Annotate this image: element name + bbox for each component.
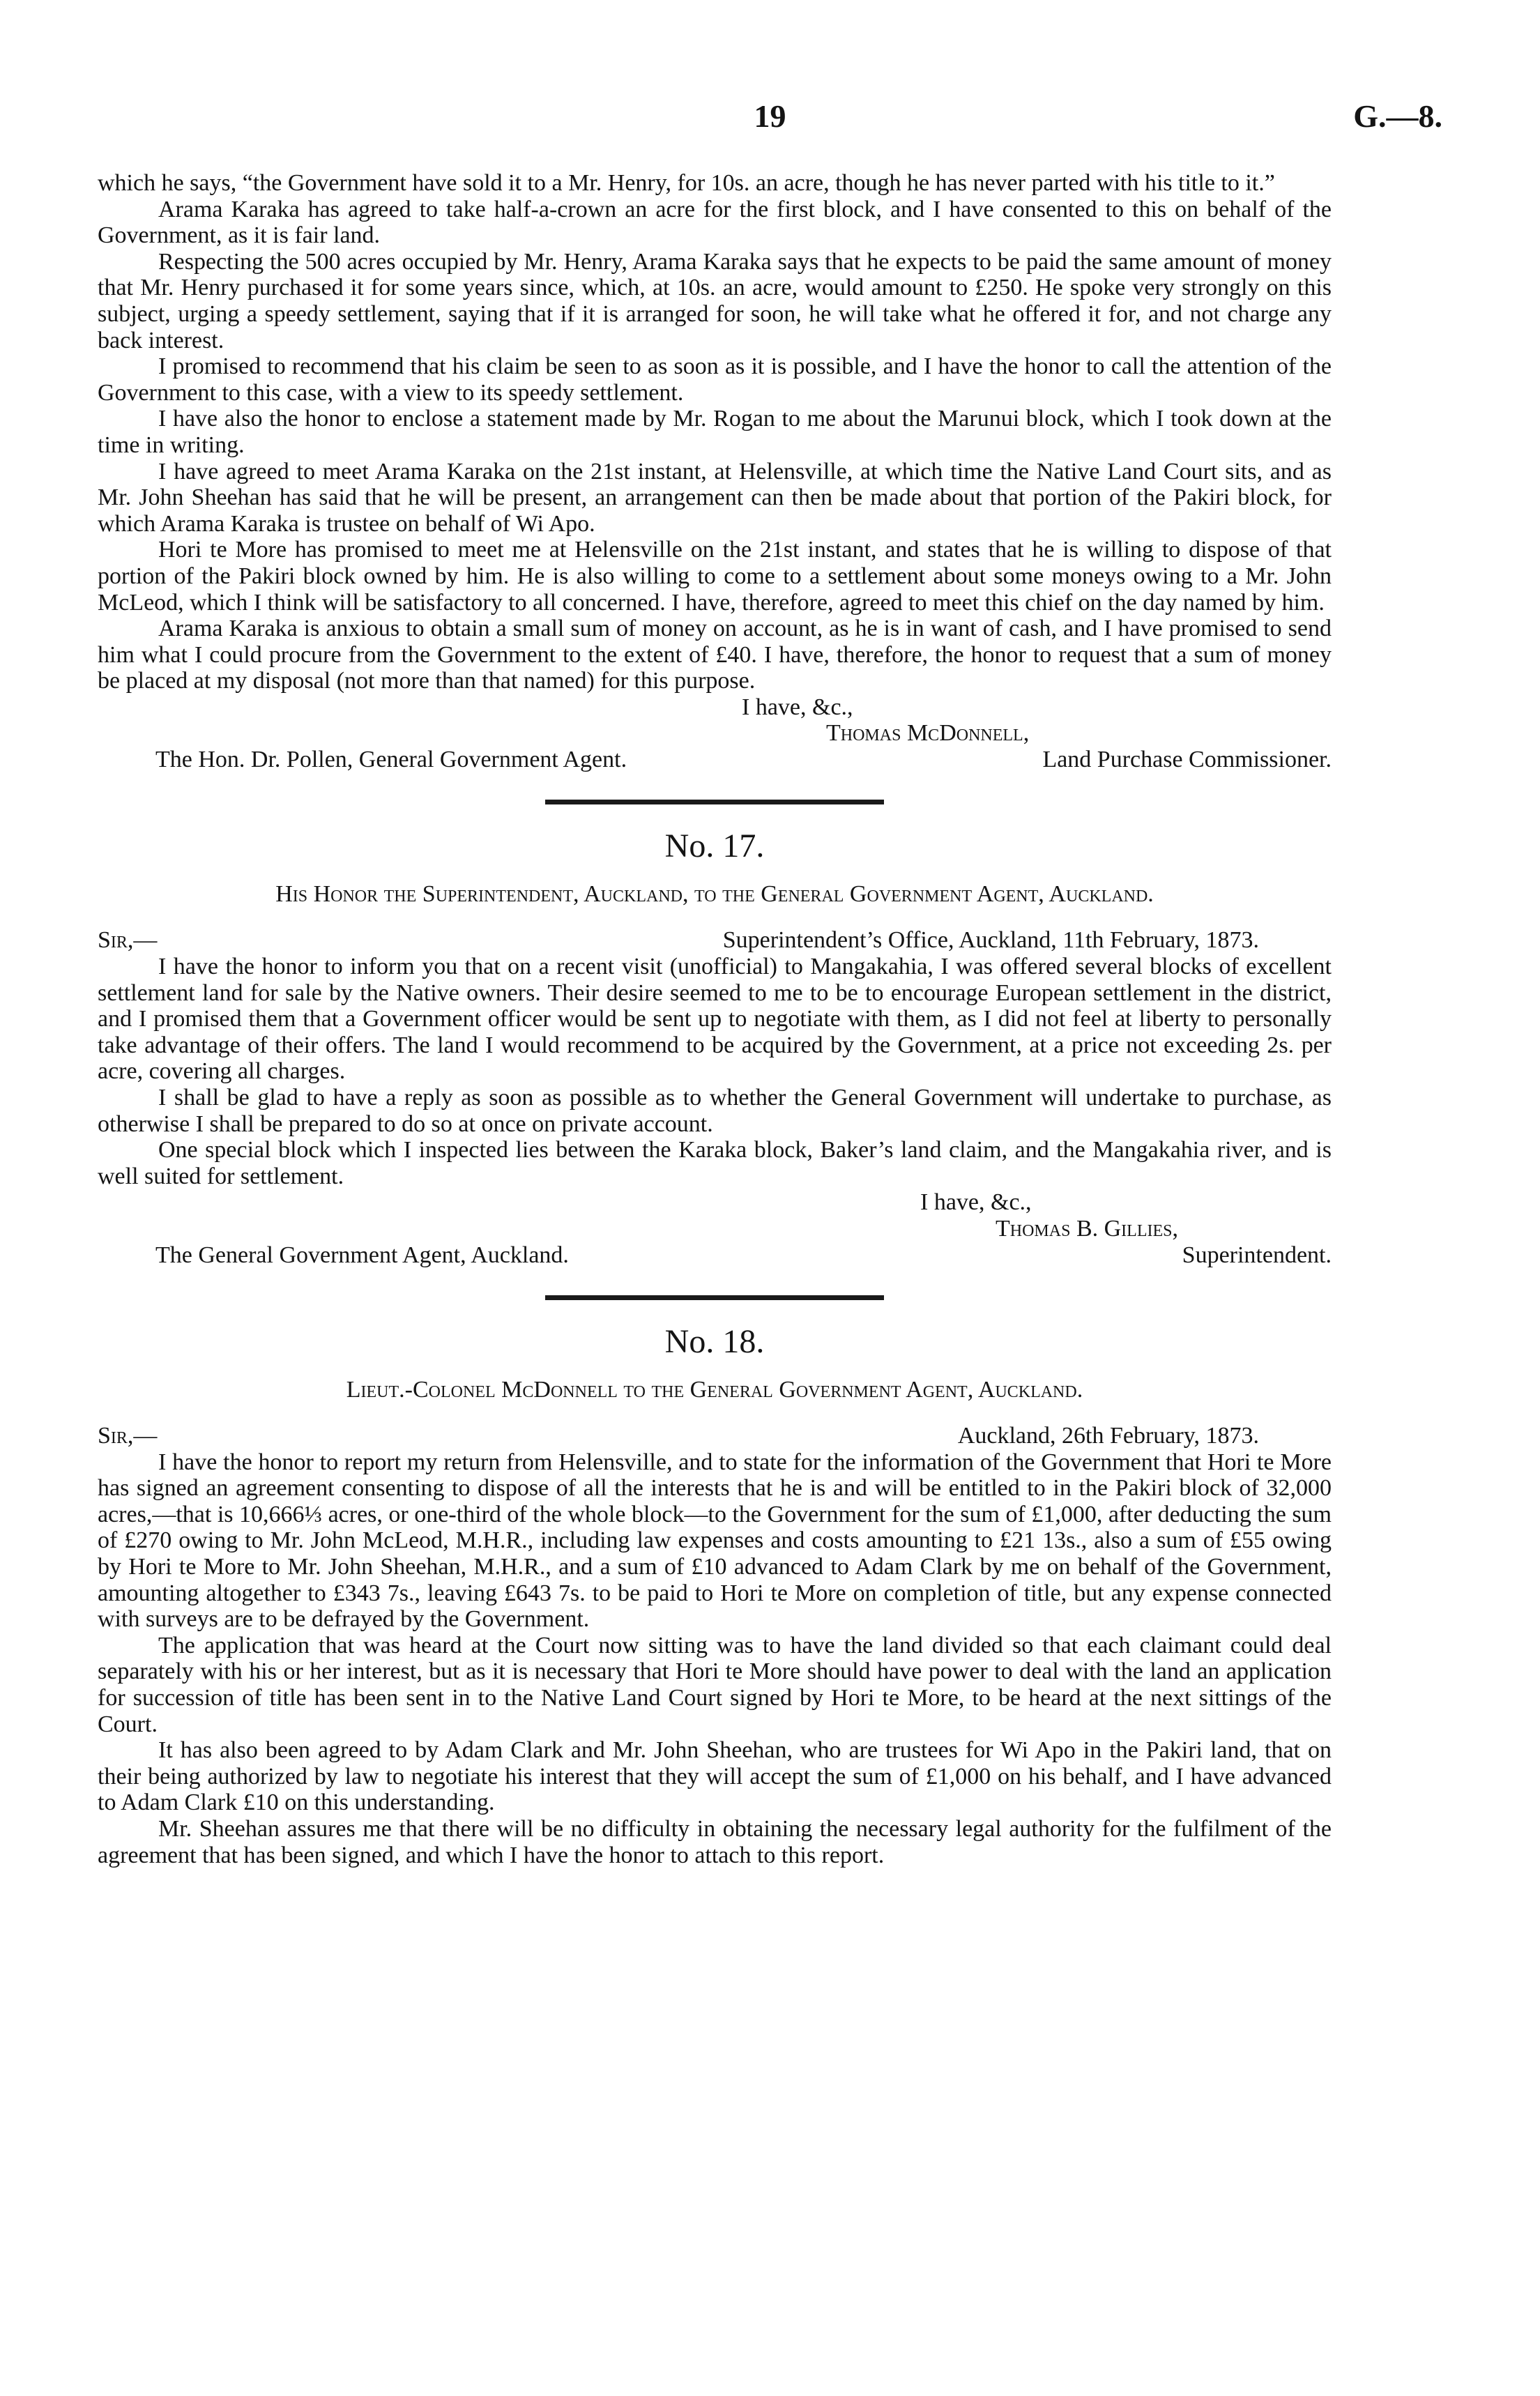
- paragraph: Mr. Sheehan assures me that there will be no difficulty in obtaining the necessary legal authority for the fulfilment of the agreement that has been signed, and which I have the honor to attach to this report.: [98, 1815, 1332, 1868]
- paragraph: Arama Karaka is anxious to obtain a small sum of money on account, as he is in want of cash, and I have promised to send him what I could procure from the Government to the extent of £40. I have, therefore, the honor to request that a sum of money be placed at my disposal (not more than that named) for this purpose.: [98, 616, 1332, 694]
- paragraph: which he says, “the Government have sold it to a Mr. Henry, for 10s. an acre, though he has never parted with his title to it.”: [98, 170, 1275, 196]
- paragraph: I promised to recommend that his claim be seen to as soon as it is possible, and I have the honor to call the attention of the Government to this case, with a view to its speedy settlement.: [98, 353, 1332, 406]
- paragraph: I shall be glad to have a reply as soon as possible as to whether the General Government will undertake to purchase, as otherwise I shall be prepared to do so at once on private account.: [98, 1085, 1332, 1137]
- salutation-row: [98, 1423, 1332, 1449]
- address-date: Auckland, 26th February, 1873.: [957, 1422, 1259, 1449]
- section-divider: [545, 1295, 884, 1300]
- section-divider: [545, 800, 884, 804]
- salutation: Sir,—: [98, 927, 158, 954]
- letter-heading: Lieut.-Colonel McDonnell to the General Government Agent, Auckland.: [346, 1376, 1083, 1403]
- salutation-row: [98, 927, 1332, 954]
- paragraph: I have agreed to meet Arama Karaka on the 21st instant, at Helensville, at which time the Native Land Court sits, and as Mr. John Sheehan has said that he will be present, an arrangement can then be made about that portion of the Pakiri block, for which Arama Karaka is trustee on behalf of Wi Apo.: [98, 458, 1332, 537]
- paragraph: Hori te More has promised to meet me at Helensville on the 21st instant, and states that he is willing to dispose of that portion of the Pakiri block owned by him. He is also willing to come to a settlement about some moneys owing to a Mr. John McLeod, which I think will be satisfactory to all concerned. I have, therefore, agreed to meet this chief on the day named by him.: [98, 537, 1332, 616]
- closing: I have, &c.,: [920, 1189, 1032, 1216]
- letter-16-continuation: [98, 170, 1332, 773]
- signatory-name: Thomas B. Gillies,: [996, 1216, 1178, 1242]
- body-text: [98, 170, 1332, 1868]
- paragraph: I have also the honor to enclose a statement made by Mr. Rogan to me about the Marunui block, which I took down at the time in writing.: [98, 406, 1332, 458]
- letter-18: [98, 1321, 1332, 1869]
- letter-17: [98, 825, 1332, 1269]
- paragraph: I have the honor to inform you that on a recent visit (unofficial) to Mangakahia, I was offered several blocks of excellent settlement land for sale by the Native owners. Their desire seemed to me to be to encourage European settlement in the district, and I promised them that a Government officer would be sent up to negotiate with them, as I did not feel at liberty to personally take advantage of their offers. The land I would recommend to be acquired by the Government, at a price not exceeding 2s. per acre, covering all charges.: [98, 954, 1332, 1085]
- signatory-title: Land Purchase Commissioner.: [1042, 747, 1332, 773]
- paragraph: I have the honor to report my return from Helensville, and to state for the information of the Government that Hori te More has signed an agreement consenting to dispose of all the interests that he is and will be entitled to in the Pakiri block of 32,000 acres,—that is 10,666⅓ acres, or one-third of the whole block—to the Government for the sum of £1,000, after deducting the sum of £270 owing to Mr. John McLeod, M.H.R., including law expenses and costs amounting to £21 13s., also a sum of £55 owing by Hori te More to Mr. John Sheehan, M.H.R., and a sum of £10 advanced to Adam Clark by me on behalf of the Government, amounting altogether to £343 7s., leaving £643 7s. to be paid to Hori te More on completion of title, but any expense connected with surveys are to be defrayed by the Government.: [98, 1449, 1332, 1633]
- paragraph: Respecting the 500 acres occupied by Mr. Henry, Arama Karaka says that he expects to be paid the same amount of money that Mr. Henry purchased it for some years since, which, at 10s. an acre, would amount to £250. He spoke very strongly on this subject, urging a speedy settlement, saying that if it is arranged for soon, he will take what he offered it for, and not charge any back interest.: [98, 248, 1332, 353]
- signature-row: [98, 747, 1332, 773]
- addressee: The General Government Agent, Auckland.: [155, 1242, 569, 1268]
- salutation: Sir,—: [98, 1422, 158, 1449]
- paragraph: The application that was heard at the Court now sitting was to have the land divided so that each claimant could deal separately with his or her interest, but as it is necessary that Hori te More should have power to deal with the land an application for succession of title has been sent in to the Native Land Court signed by Hori te More, to be heard at the next sittings of the Court.: [98, 1632, 1332, 1737]
- letter-number: No. 18.: [664, 1322, 765, 1360]
- page-number: 19: [754, 98, 786, 134]
- letter-heading: His Honor the Superintendent, Auckland, to the General Government Agent, Auckland.: [275, 881, 1154, 908]
- address-date: Superintendent’s Office, Auckland, 11th February, 1873.: [722, 927, 1259, 954]
- page-header: [98, 98, 1442, 146]
- closing: I have, &c.,: [742, 694, 853, 720]
- paragraph: Arama Karaka has agreed to take half-a-crown an acre for the first block, and I have consented to this on behalf of the Government, as it is fair land.: [98, 196, 1332, 249]
- signatory-title: Superintendent.: [1182, 1242, 1332, 1268]
- paragraph: One special block which I inspected lies between the Karaka block, Baker’s land claim, and the Mangakahia river, and is well suited for settlement.: [98, 1137, 1332, 1189]
- signatory-name: Thomas McDonnell,: [826, 720, 1030, 747]
- addressee: The Hon. Dr. Pollen, General Government Agent.: [155, 747, 627, 773]
- letter-number: No. 17.: [664, 827, 765, 865]
- document-reference: G.—8.: [1353, 98, 1442, 134]
- signature-row: [98, 1242, 1332, 1269]
- paragraph: It has also been agreed to by Adam Clark and Mr. John Sheehan, who are trustees for Wi Apo in the Pakiri land, that on their being authorized by law to negotiate his interest that they will accept the sum of £1,000 on his behalf, and I have advanced to Adam Clark £10 on this understanding.: [98, 1737, 1332, 1816]
